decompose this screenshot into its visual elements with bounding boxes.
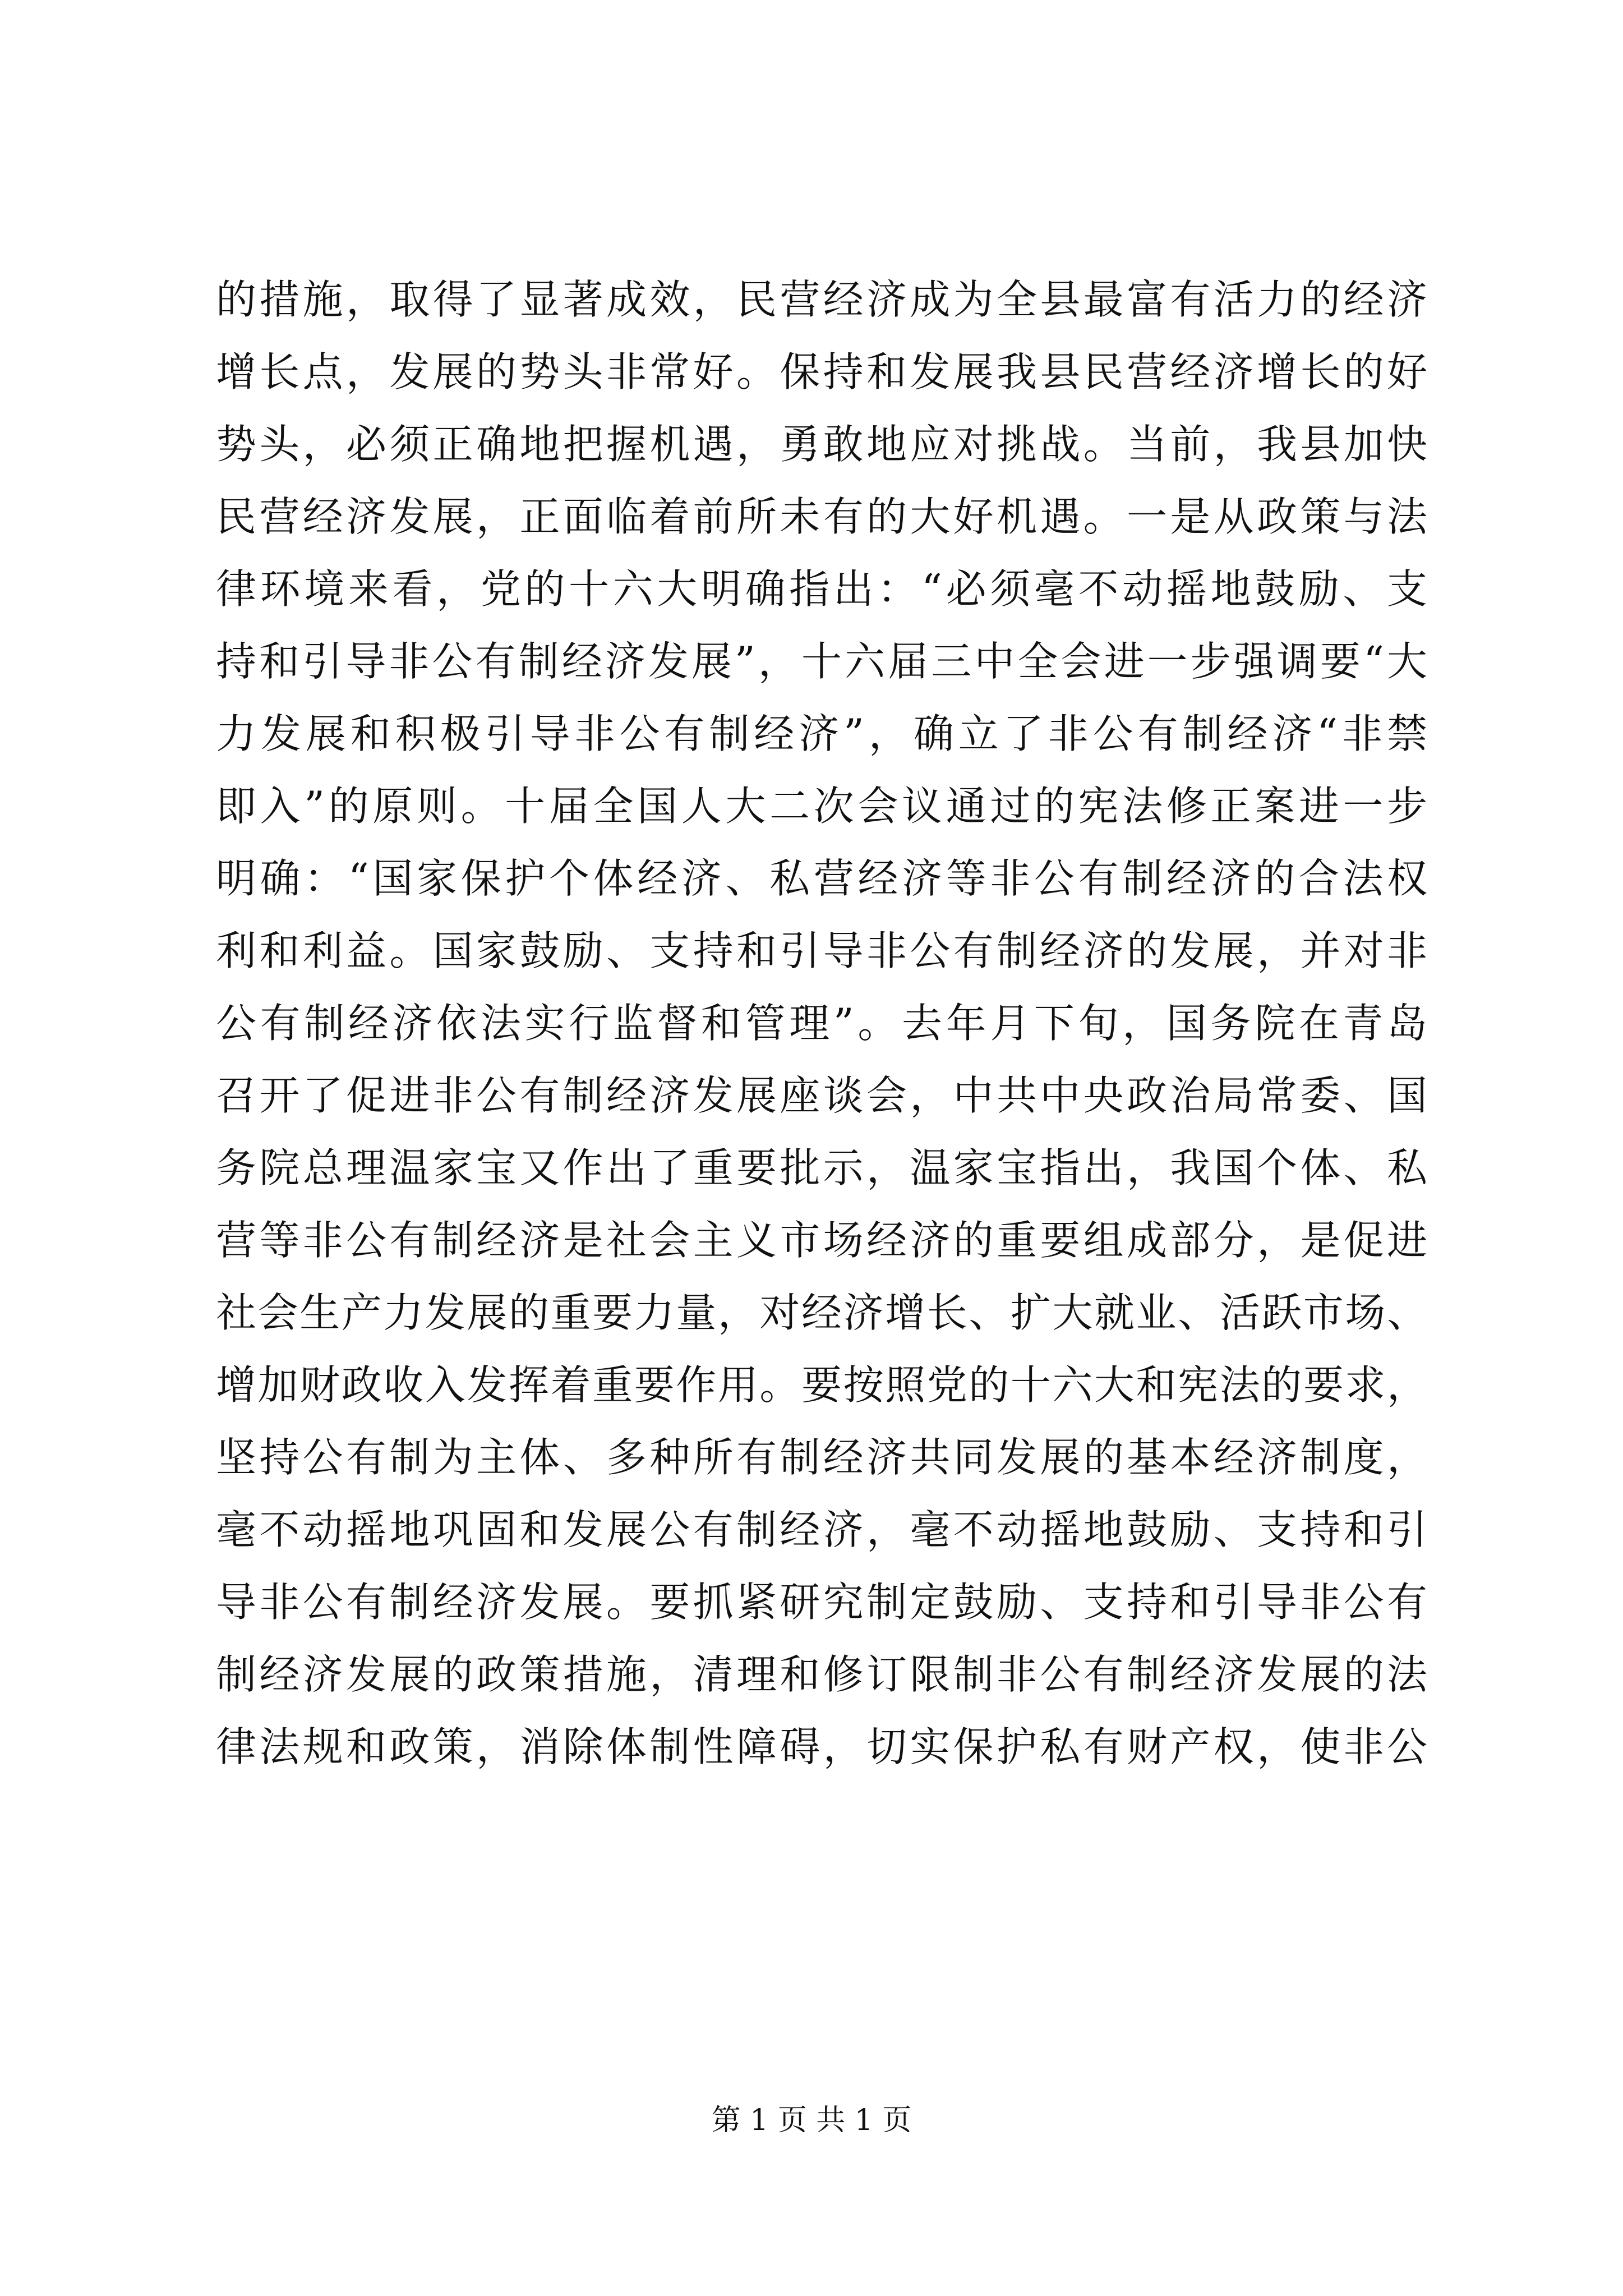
page-number-label: 第 1 页 共 1 页 — [711, 2104, 912, 2137]
text-line-9: 明确：“国家保护个体经济、私营经济等非公有制经济的合法权 — [216, 855, 1427, 902]
text-line-10: 利和利益。国家鼓励、支持和引导非公有制经济的发展，并对非 — [216, 927, 1427, 974]
text-line-2: 增长点，发展的势头非常好。保持和发展我县民营经济增长的好 — [216, 348, 1427, 395]
text-line-4: 民营经济发展，正面临着前所未有的大好机遇。一是从政策与法 — [216, 493, 1427, 540]
text-line-6: 持和引导非公有制经济发展”，十六届三中全会进一步强调要“大 — [216, 638, 1427, 685]
text-line-16: 增加财政收入发挥着重要作用。要按照党的十六大和宪法的要求， — [216, 1361, 1427, 1409]
text-line-7: 力发展和积极引导非公有制经济”，确立了非公有制经济“非禁 — [216, 710, 1427, 757]
text-line-20: 制经济发展的政策措施，清理和修订限制非公有制经济发展的法 — [216, 1651, 1427, 1698]
text-line-21: 律法规和政策，消除体制性障碍，切实保护私有财产权，使非公 — [216, 1723, 1427, 1770]
text-line-14: 营等非公有制经济是社会主义市场经济的重要组成部分，是促进 — [216, 1217, 1427, 1264]
body-text — [216, 264, 1427, 1783]
text-line-13: 务院总理温家宝又作出了重要批示，温家宝指出，我国个体、私 — [216, 1144, 1427, 1191]
text-line-1: 的措施，取得了显著成效，民营经济成为全县最富有活力的经济 — [216, 276, 1427, 323]
text-line-12: 召开了促进非公有制经济发展座谈会，中共中央政治局常委、国 — [216, 1072, 1427, 1119]
text-line-5: 律环境来看，党的十六大明确指出：“必须毫不动摇地鼓励、支 — [216, 565, 1427, 613]
text-line-15: 社会生产力发展的重要力量，对经济增长、扩大就业、活跃市场、 — [216, 1289, 1427, 1336]
text-line-17: 坚持公有制为主体、多种所有制经济共同发展的基本经济制度， — [216, 1434, 1427, 1481]
text-line-11: 公有制经济依法实行监督和管理”。去年月下旬，国务院在青岛 — [216, 1000, 1427, 1047]
page-footer — [0, 2101, 1623, 2140]
text-line-8: 即入”的原则。十届全国人大二次会议通过的宪法修正案进一步 — [216, 783, 1427, 830]
text-line-3: 势头，必须正确地把握机遇，勇敢地应对挑战。当前，我县加快 — [216, 421, 1427, 468]
text-line-18: 毫不动摇地巩固和发展公有制经济，毫不动摇地鼓励、支持和引 — [216, 1506, 1427, 1553]
text-line-19: 导非公有制经济发展。要抓紧研究制定鼓励、支持和引导非公有 — [216, 1579, 1427, 1626]
